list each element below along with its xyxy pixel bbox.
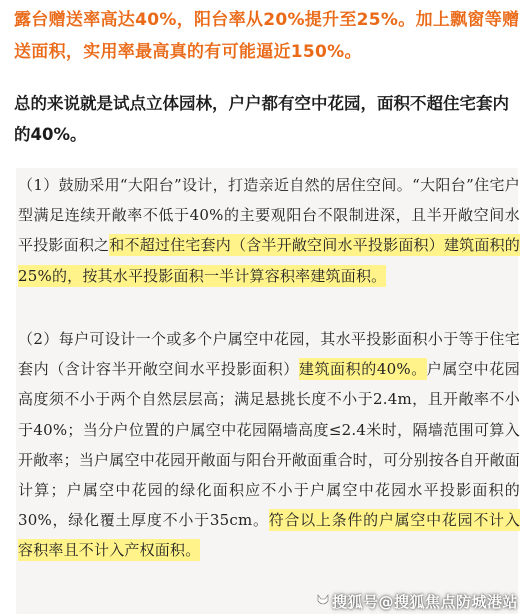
p2-highlight-1: 建筑面积的40%。 (298, 360, 427, 379)
p2-text-a: （2）每户可设计一个或多个户属空中花园，其水平投影面积小于等于住宅套内（含计容半开敞空间水平投影面积） (18, 330, 520, 379)
p2-text-b: 户属空中花园高度须不小于两个自然层层高；满足悬挑长度不小于2.4m，且开敞率不小于40%；当分户位置的户属空中花园隔墙高度≤2.4米时，隔墙范围可算入开敞率；当户属空中花园开敞面与阳台开敞面重合时，可分别按各自开敞面计算；户属空中花园的绿化面积应不小于户属空中花园水平投影面积的30%，绿化覆土厚度不小于35cm。 (18, 360, 521, 530)
p2-highlight-2: 符合以上条件的户属空中花园不计入容积率且不计入产权面积。 (18, 511, 521, 560)
watermark-text: 搜狐号@搜狐焦点防城港站 (331, 593, 518, 611)
quote-paragraph-1 (18, 170, 520, 291)
quote-paragraph-2 (18, 324, 520, 566)
sohu-fox-icon (316, 593, 330, 611)
summary-paragraph: 总的来说就是试点立体园林，户户都有空中花园，面积不超住宅套内的40%。 (14, 94, 509, 144)
watermark (316, 591, 518, 612)
p1-highlight: 和不超过住宅套内（含半开敞空间水平投影面积）建筑面积的25%的，按其水平投影面积一半计算容积率建筑面积。 (18, 236, 521, 285)
headline-highlight: 露台赠送率高达40%，阳台率从20%提升至25%。加上飘窗等赠送面积，实用率最高真的有可能逼近150%。 (14, 10, 520, 62)
p1-text: （1）鼓励采用“大阳台”设计，打造亲近自然的居住空间。“大阳台”住宅户型满足连续开敞率不低于40%的主要观阳台不限制进深，且半开敞空间水平投影面积之 (18, 176, 520, 255)
